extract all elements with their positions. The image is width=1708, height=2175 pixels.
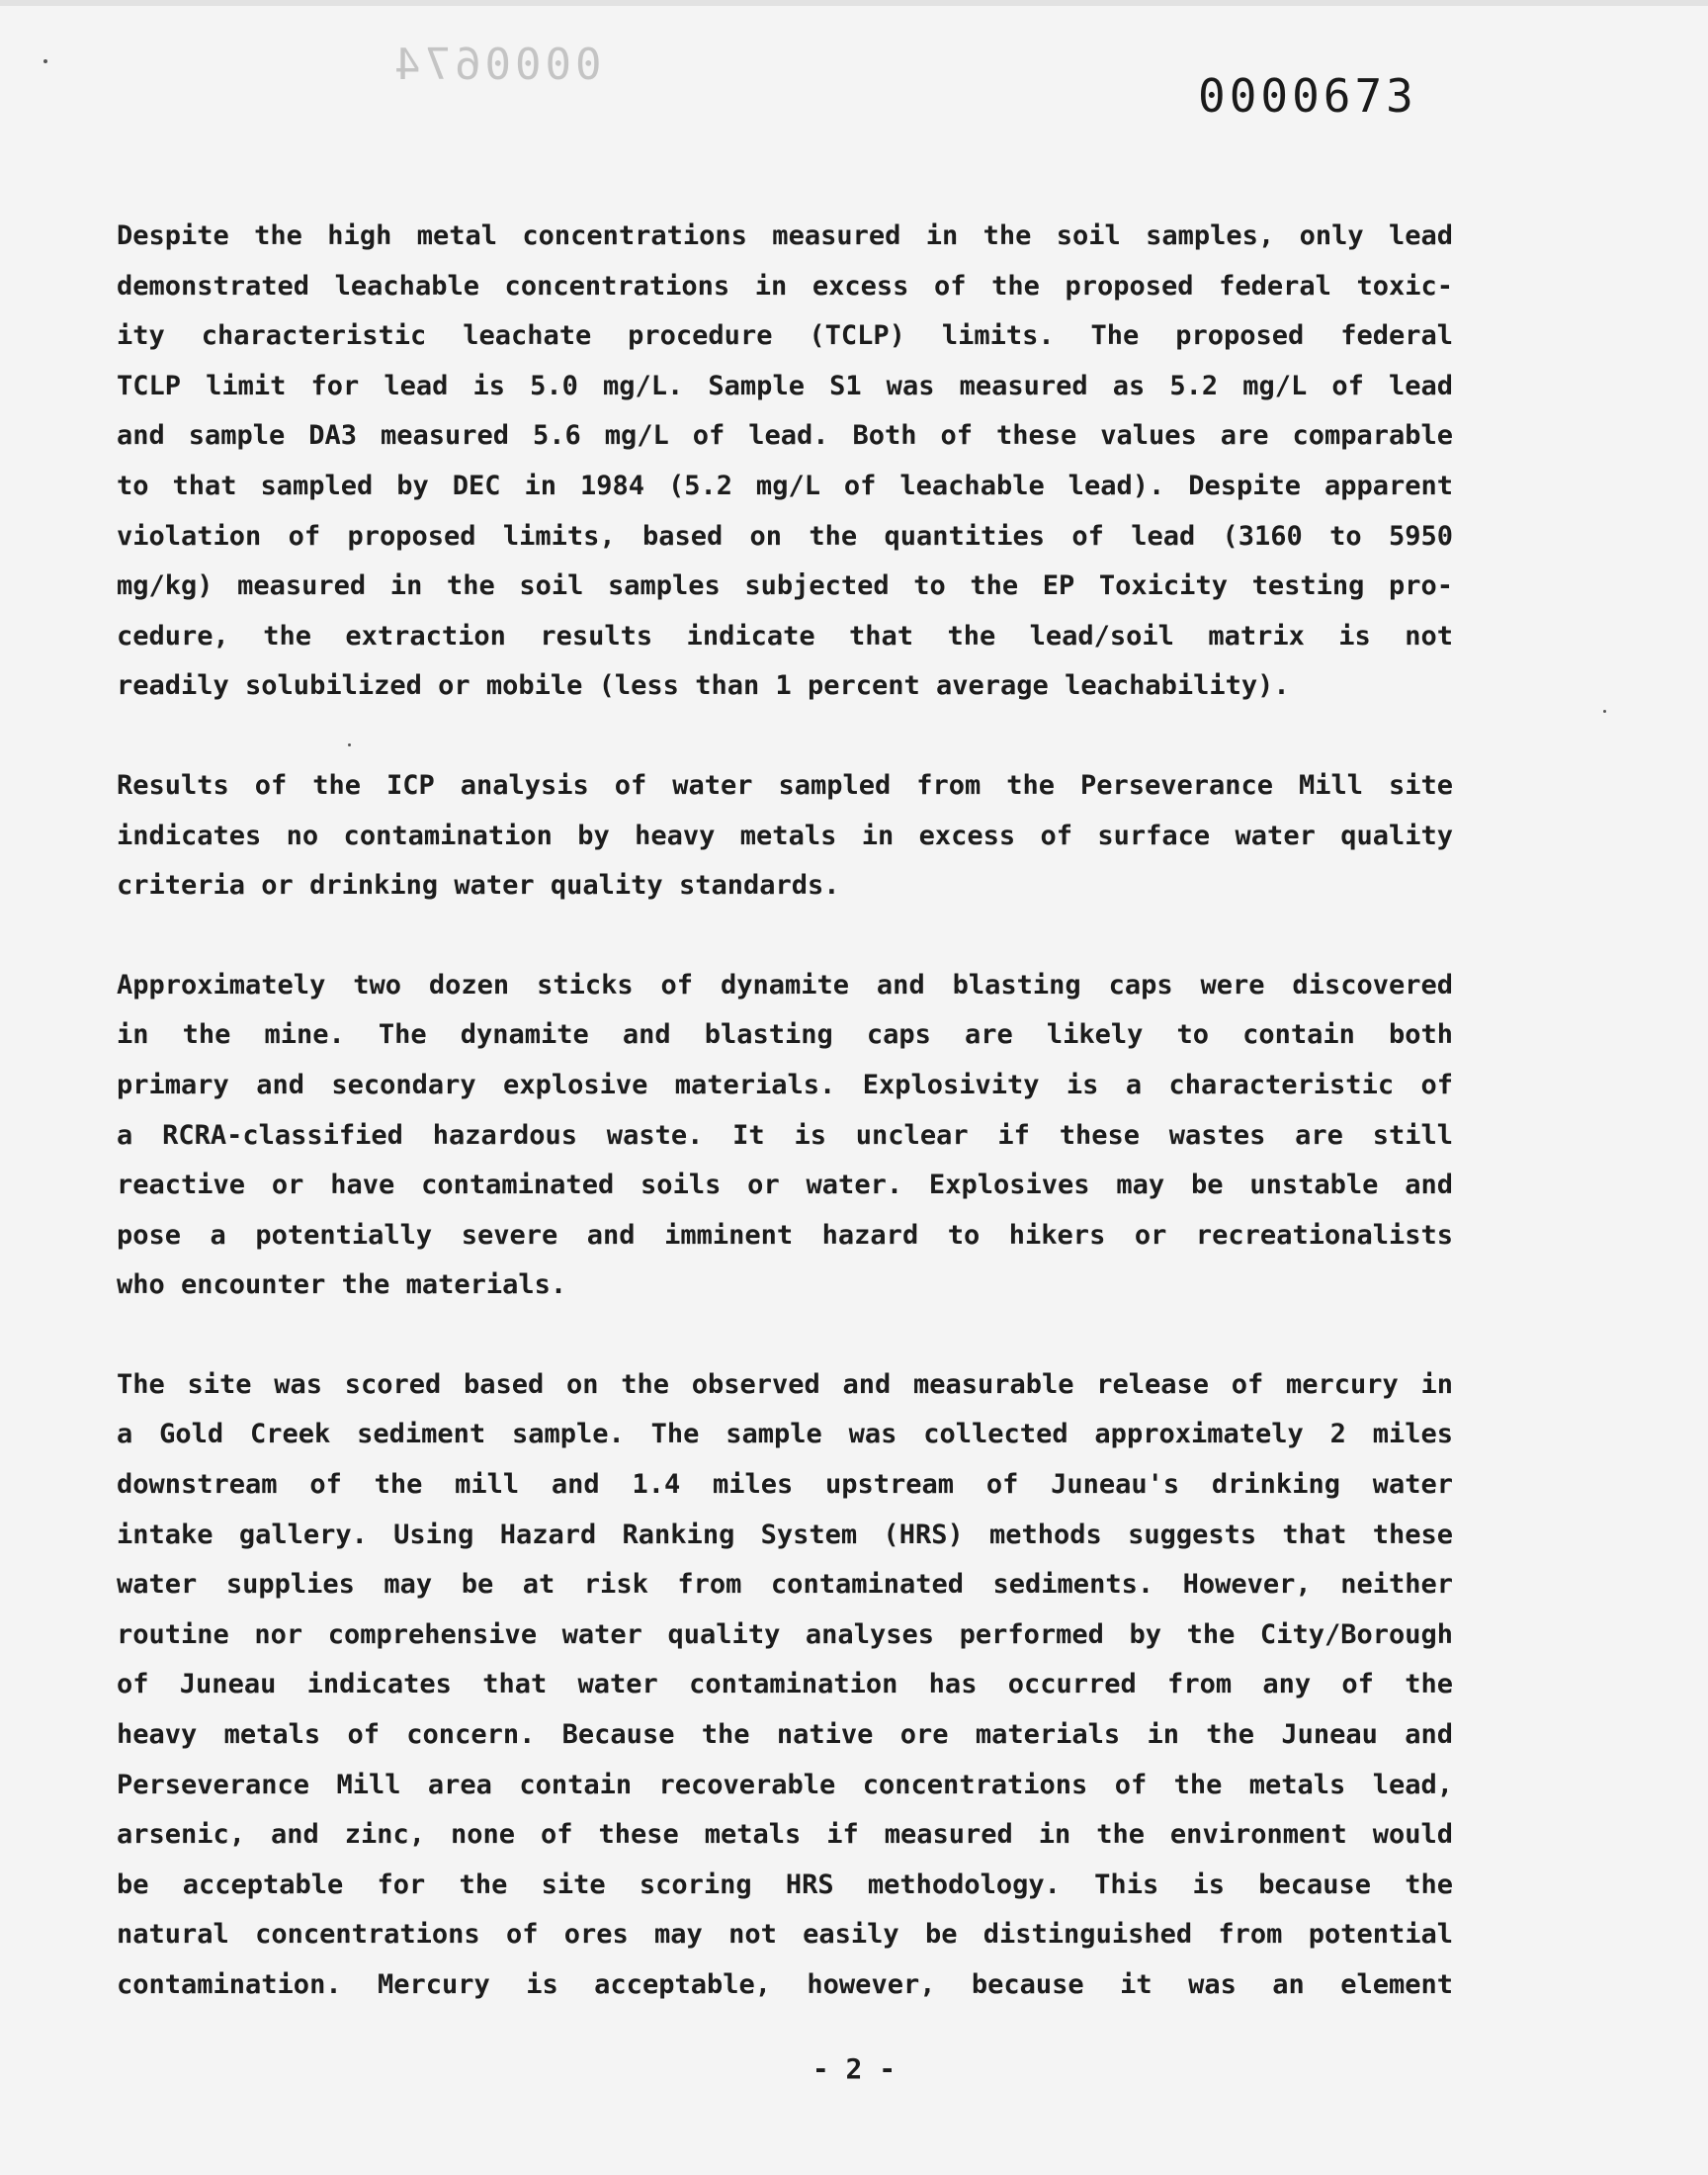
text-line: of Juneau indicates that water contamination has occurred from any of the bbox=[117, 1669, 1453, 1700]
text-line: Perseverance Mill area contain recoverable concentrations of the metals lead, bbox=[117, 1769, 1453, 1800]
text-line: criteria or drinking water quality standards. bbox=[117, 870, 840, 902]
text-line: readily solubilized or mobile (less than 1 percent average leachability). bbox=[117, 670, 1290, 702]
text-line: arsenic, and zinc, none of these metals if measured in the environment would bbox=[117, 1819, 1453, 1851]
text-line: heavy metals of concern. Because the native ore materials in the Juneau and bbox=[117, 1719, 1453, 1751]
text-line: violation of proposed limits, based on the quantities of lead (3160 to 5950 bbox=[117, 520, 1453, 552]
body-text bbox=[117, 212, 1453, 2011]
text-line: downstream of the mill and 1.4 miles upstream of Juneau's drinking water bbox=[117, 1469, 1453, 1501]
paragraph-gap bbox=[117, 912, 1453, 961]
text-line: intake gallery. Using Hazard Ranking System (HRS) methods suggests that these bbox=[117, 1519, 1453, 1550]
text-line: TCLP limit for lead is 5.0 mg/L. Sample S1 was measured as 5.2 mg/L of lead bbox=[117, 370, 1453, 401]
text-line: reactive or have contaminated soils or water. Explosives may be unstable and bbox=[117, 1170, 1453, 1201]
paragraph bbox=[117, 212, 1453, 712]
scan-speck bbox=[1603, 710, 1606, 713]
paragraph bbox=[117, 1360, 1453, 2011]
scan-speck bbox=[43, 59, 47, 63]
text-line: demonstrated leachable concentrations in excess of the proposed federal toxic- bbox=[117, 270, 1453, 302]
text-line: Approximately two dozen sticks of dynamite and blasting caps were discovered bbox=[117, 969, 1453, 1000]
text-line: routine nor comprehensive water quality analyses performed by the City/Borough bbox=[117, 1618, 1453, 1650]
paragraph bbox=[117, 761, 1453, 912]
text-line: and sample DA3 measured 5.6 mg/L of lead. Both of these values are comparable bbox=[117, 420, 1453, 452]
paragraph bbox=[117, 961, 1453, 1311]
scan-speck bbox=[348, 743, 351, 746]
text-line: ity characteristic leachate procedure (TCLP) limits. The proposed federal bbox=[117, 320, 1453, 352]
text-line: water supplies may be at risk from contaminated sediments. However, neither bbox=[117, 1569, 1453, 1601]
text-line: primary and secondary explosive materials. Explosivity is a characteristic of bbox=[117, 1069, 1453, 1100]
document-number: 0000673 bbox=[1198, 69, 1417, 123]
text-line: to that sampled by DEC in 1984 (5.2 mg/L of leachable lead). Despite apparent bbox=[117, 470, 1453, 501]
text-line: indicates no contamination by heavy metals in excess of surface water quality bbox=[117, 820, 1453, 851]
text-line: pose a potentially severe and imminent hazard to hikers or recreationalists bbox=[117, 1219, 1453, 1251]
paragraph-gap bbox=[117, 712, 1453, 761]
text-line: The site was scored based on the observed and measurable release of mercury in bbox=[117, 1368, 1453, 1400]
bleed-through-stamp: 0000674 bbox=[390, 40, 602, 90]
page-number: - 2 - bbox=[811, 2052, 897, 2085]
text-line: Results of the ICP analysis of water sampled from the Perseverance Mill site bbox=[117, 769, 1453, 801]
scan-top-edge bbox=[0, 0, 1708, 6]
text-line: in the mine. The dynamite and blasting caps are likely to contain both bbox=[117, 1019, 1453, 1051]
text-line: a Gold Creek sediment sample. The sample was collected approximately 2 miles bbox=[117, 1419, 1453, 1450]
text-line: cedure, the extraction results indicate that the lead/soil matrix is not bbox=[117, 620, 1453, 652]
text-line: be acceptable for the site scoring HRS methodology. This is because the bbox=[117, 1869, 1453, 1900]
text-line: Despite the high metal concentrations measured in the soil samples, only lead bbox=[117, 220, 1453, 251]
text-line: a RCRA-classified hazardous waste. It is unclear if these wastes are still bbox=[117, 1119, 1453, 1151]
text-line: contamination. Mercury is acceptable, however, because it was an element bbox=[117, 1969, 1453, 2000]
paragraph-gap bbox=[117, 1311, 1453, 1360]
text-line: mg/kg) measured in the soil samples subjected to the EP Toxicity testing pro- bbox=[117, 570, 1453, 602]
text-line: who encounter the materials. bbox=[117, 1269, 567, 1301]
text-line: natural concentrations of ores may not easily be distinguished from potential bbox=[117, 1919, 1453, 1951]
